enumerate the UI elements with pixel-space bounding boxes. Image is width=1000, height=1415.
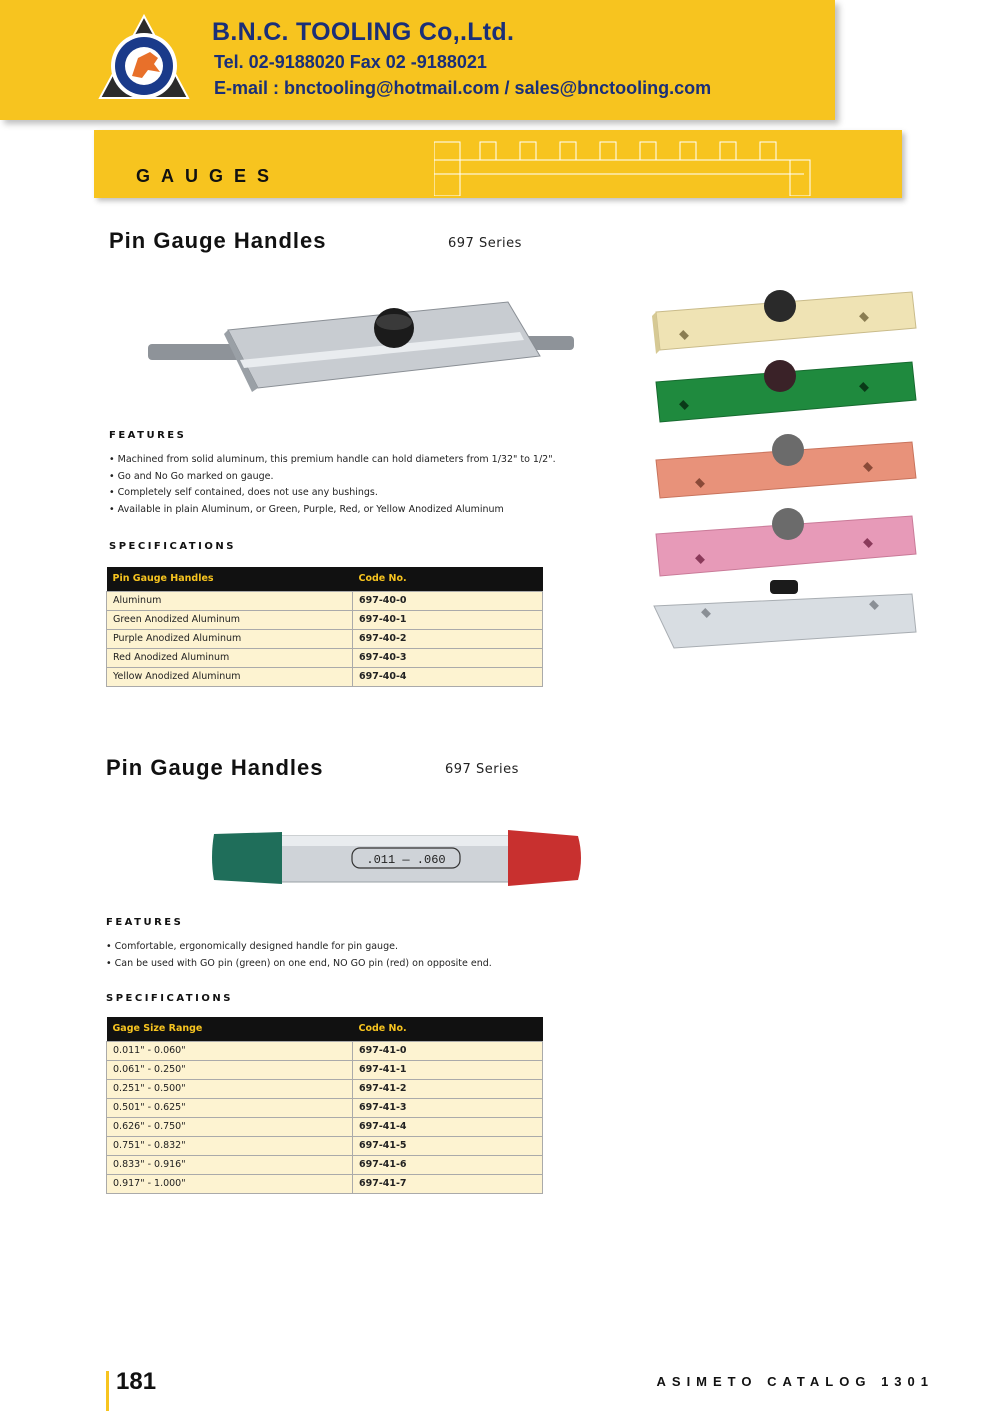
cell-code: 697-41-2: [353, 1079, 543, 1098]
table-row: [107, 1041, 543, 1060]
header-banner: [0, 0, 835, 120]
cell-description: Red Anodized Aluminum: [107, 648, 353, 667]
table-row: [107, 591, 543, 610]
table-row: [107, 629, 543, 648]
table-row: [107, 610, 543, 629]
cell-code: 697-41-1: [353, 1060, 543, 1079]
table-row: [107, 1174, 543, 1193]
table-header-row: [107, 1017, 543, 1041]
company-logo: [98, 14, 190, 106]
handle-variant-yellow: [652, 290, 916, 354]
table-row: [107, 667, 543, 686]
cell-code: 697-40-2: [353, 629, 543, 648]
table-row: [107, 1155, 543, 1174]
feature-item: • Comfortable, ergonomically designed handle for pin gauge.: [106, 939, 626, 956]
feature-item: • Go and No Go marked on gauge.: [109, 469, 629, 486]
product1-spec-table: [106, 567, 543, 687]
product2-features-label: FEATURES: [106, 917, 184, 928]
section-banner: [94, 130, 902, 198]
cell-code: 697-40-0: [353, 591, 543, 610]
cell-range: 0.251" - 0.500": [107, 1079, 353, 1098]
cell-range: 0.917" - 1.000": [107, 1174, 353, 1193]
product1-features-label: FEATURES: [109, 430, 187, 441]
contact-email: E-mail : bnctooling@hotmail.com / sales@bnctooling.com: [214, 78, 712, 98]
product1-specs-label: SPECIFICATIONS: [109, 541, 236, 552]
table-row: [107, 648, 543, 667]
table-row: [107, 1117, 543, 1136]
cell-code: 697-41-3: [353, 1098, 543, 1117]
cell-code: 697-41-0: [353, 1041, 543, 1060]
table-row: [107, 1098, 543, 1117]
column-header: Pin Gauge Handles: [107, 567, 353, 591]
cell-description: Aluminum: [107, 591, 353, 610]
footer-accent-bar: [106, 1371, 109, 1411]
company-name: B.N.C. TOOLING Co,.Ltd.: [212, 18, 515, 46]
product2-handle-image: [210, 822, 582, 892]
cell-code: 697-41-6: [353, 1155, 543, 1174]
feature-item: • Completely self contained, does not use any bushings.: [109, 485, 629, 502]
cell-range: 0.626" - 0.750": [107, 1117, 353, 1136]
cell-code: 697-41-4: [353, 1117, 543, 1136]
table-row: [107, 1136, 543, 1155]
cell-code: 697-41-5: [353, 1136, 543, 1155]
product2-specs-label: SPECIFICATIONS: [106, 993, 233, 1004]
product2-spec-table: [106, 1017, 543, 1194]
cell-description: Purple Anodized Aluminum: [107, 629, 353, 648]
cell-range: 0.011" - 0.060": [107, 1041, 353, 1060]
column-header: Code No.: [353, 567, 543, 591]
cell-code: 697-40-4: [353, 667, 543, 686]
column-header: Code No.: [353, 1017, 543, 1041]
product1-features-list: [109, 452, 629, 518]
product1-handle-image: [148, 300, 578, 400]
section-title: GAUGES: [136, 166, 281, 186]
feature-item: • Machined from solid aluminum, this premium handle can hold diameters from 1/32" to 1/2".: [109, 452, 629, 469]
cell-description: Green Anodized Aluminum: [107, 610, 353, 629]
handle-variant-aluminum: [654, 580, 916, 648]
catalog-name: ASIMETO CATALOG 1301: [656, 1374, 934, 1389]
handle-size-label: .011 — .060: [366, 853, 446, 867]
product1-title: Pin Gauge Handles: [109, 228, 327, 253]
table-row: [107, 1079, 543, 1098]
cell-range: 0.833" - 0.916": [107, 1155, 353, 1174]
column-header: Gage Size Range: [107, 1017, 353, 1041]
product1-color-variants-image: [650, 284, 925, 669]
cell-code: 697-41-7: [353, 1174, 543, 1193]
cell-range: 0.751" - 0.832": [107, 1136, 353, 1155]
product2-title: Pin Gauge Handles: [106, 755, 324, 780]
cell-range: 0.061" - 0.250": [107, 1060, 353, 1079]
product2-features-list: [106, 939, 626, 972]
handle-variant-green: [656, 360, 916, 422]
table-row: [107, 1060, 543, 1079]
contact-phone-fax: Tel. 02-9188020 Fax 02 -9188021: [214, 52, 487, 72]
page-number: 181: [116, 1368, 157, 1395]
feature-item: • Available in plain Aluminum, or Green, Purple, Red, or Yellow Anodized Aluminum: [109, 502, 629, 519]
cell-code: 697-40-1: [353, 610, 543, 629]
product1-series: 697 Series: [448, 236, 522, 251]
cell-range: 0.501" - 0.625": [107, 1098, 353, 1117]
feature-item: • Can be used with GO pin (green) on one end, NO GO pin (red) on opposite end.: [106, 956, 626, 973]
product2-series: 697 Series: [445, 762, 519, 777]
cell-code: 697-40-3: [353, 648, 543, 667]
handle-variant-red: [656, 434, 916, 498]
table-header-row: [107, 567, 543, 591]
handle-variant-purple: [656, 508, 916, 576]
banner-decoration: [434, 134, 814, 196]
cell-description: Yellow Anodized Aluminum: [107, 667, 353, 686]
